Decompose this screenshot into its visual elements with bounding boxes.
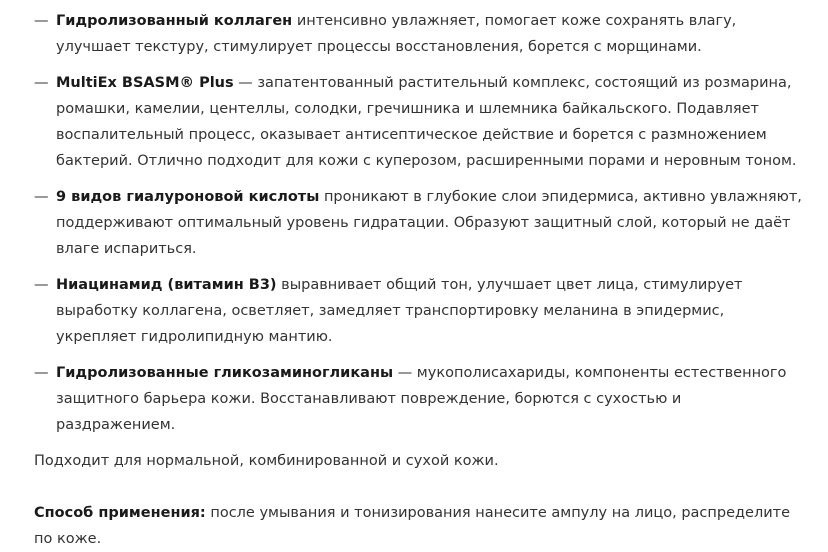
ingredient-description: — запатентованный растительный комплекс, состоящий из розмарина, ромашки, камелии, центеллы, солодки, гречишника и шлемника байкальского. Подавляет воспалительный процесс, оказывает антисептическое действие и борется с размножением бактерий. Отлично подходит для кожи с куперозом, расширенными порами и неровным тоном. [56,75,797,169]
ingredient-item [34,184,804,262]
ingredient-name: MultiEx BSASM® Plus [56,75,234,91]
ingredient-name: 9 видов гиалуроновой кислоты [56,189,320,205]
ingredient-item [34,70,804,174]
dash-marker: — [34,13,49,29]
ingredient-item [34,360,804,438]
ingredient-description: проникают в глубокие слои эпидермиса, активно увлажняют, поддерживают оптимальный уровень гидратации. Образуют защитный слой, который не даёт влаге испариться. [56,189,802,257]
ingredient-name: Ниацинамид (витамин B3) [56,277,277,293]
dash-marker: — [34,75,49,91]
usage-text: после умывания и тонизирования нанесите ампулу на лицо, распределите по коже. [34,505,791,547]
ingredient-description: выравнивает общий тон, улучшает цвет лица, стимулирует выработку коллагена, осветляет, замедляет транспортировку меланина в эпидермис, укрепляет гидролипидную мантию. [56,277,743,345]
ingredient-name: Гидролизованные гликозаминогликаны [56,365,394,381]
ingredient-description: интенсивно увлажняет, помогает коже сохранять влагу, улучшает текстуру, стимулирует процессы восстановления, борется с морщинами. [56,13,737,55]
ingredient-item [34,8,804,60]
dash-marker: — [34,189,49,205]
ingredient-list [34,8,804,438]
usage-label: Способ применения: [34,505,206,521]
product-description [34,8,804,552]
ingredient-item [34,272,804,350]
usage-paragraph [34,500,804,552]
ingredient-name: Гидролизованный коллаген [56,13,293,29]
ingredient-description: — мукополисахариды, компоненты естественного защитного барьера кожи. Восстанавливают повреждение, борются с сухостью и раздражением. [56,365,787,433]
skin-type-note: Подходит для нормальной, комбинированной и сухой кожи. [34,453,499,469]
dash-marker: — [34,365,49,381]
dash-marker: — [34,277,49,293]
